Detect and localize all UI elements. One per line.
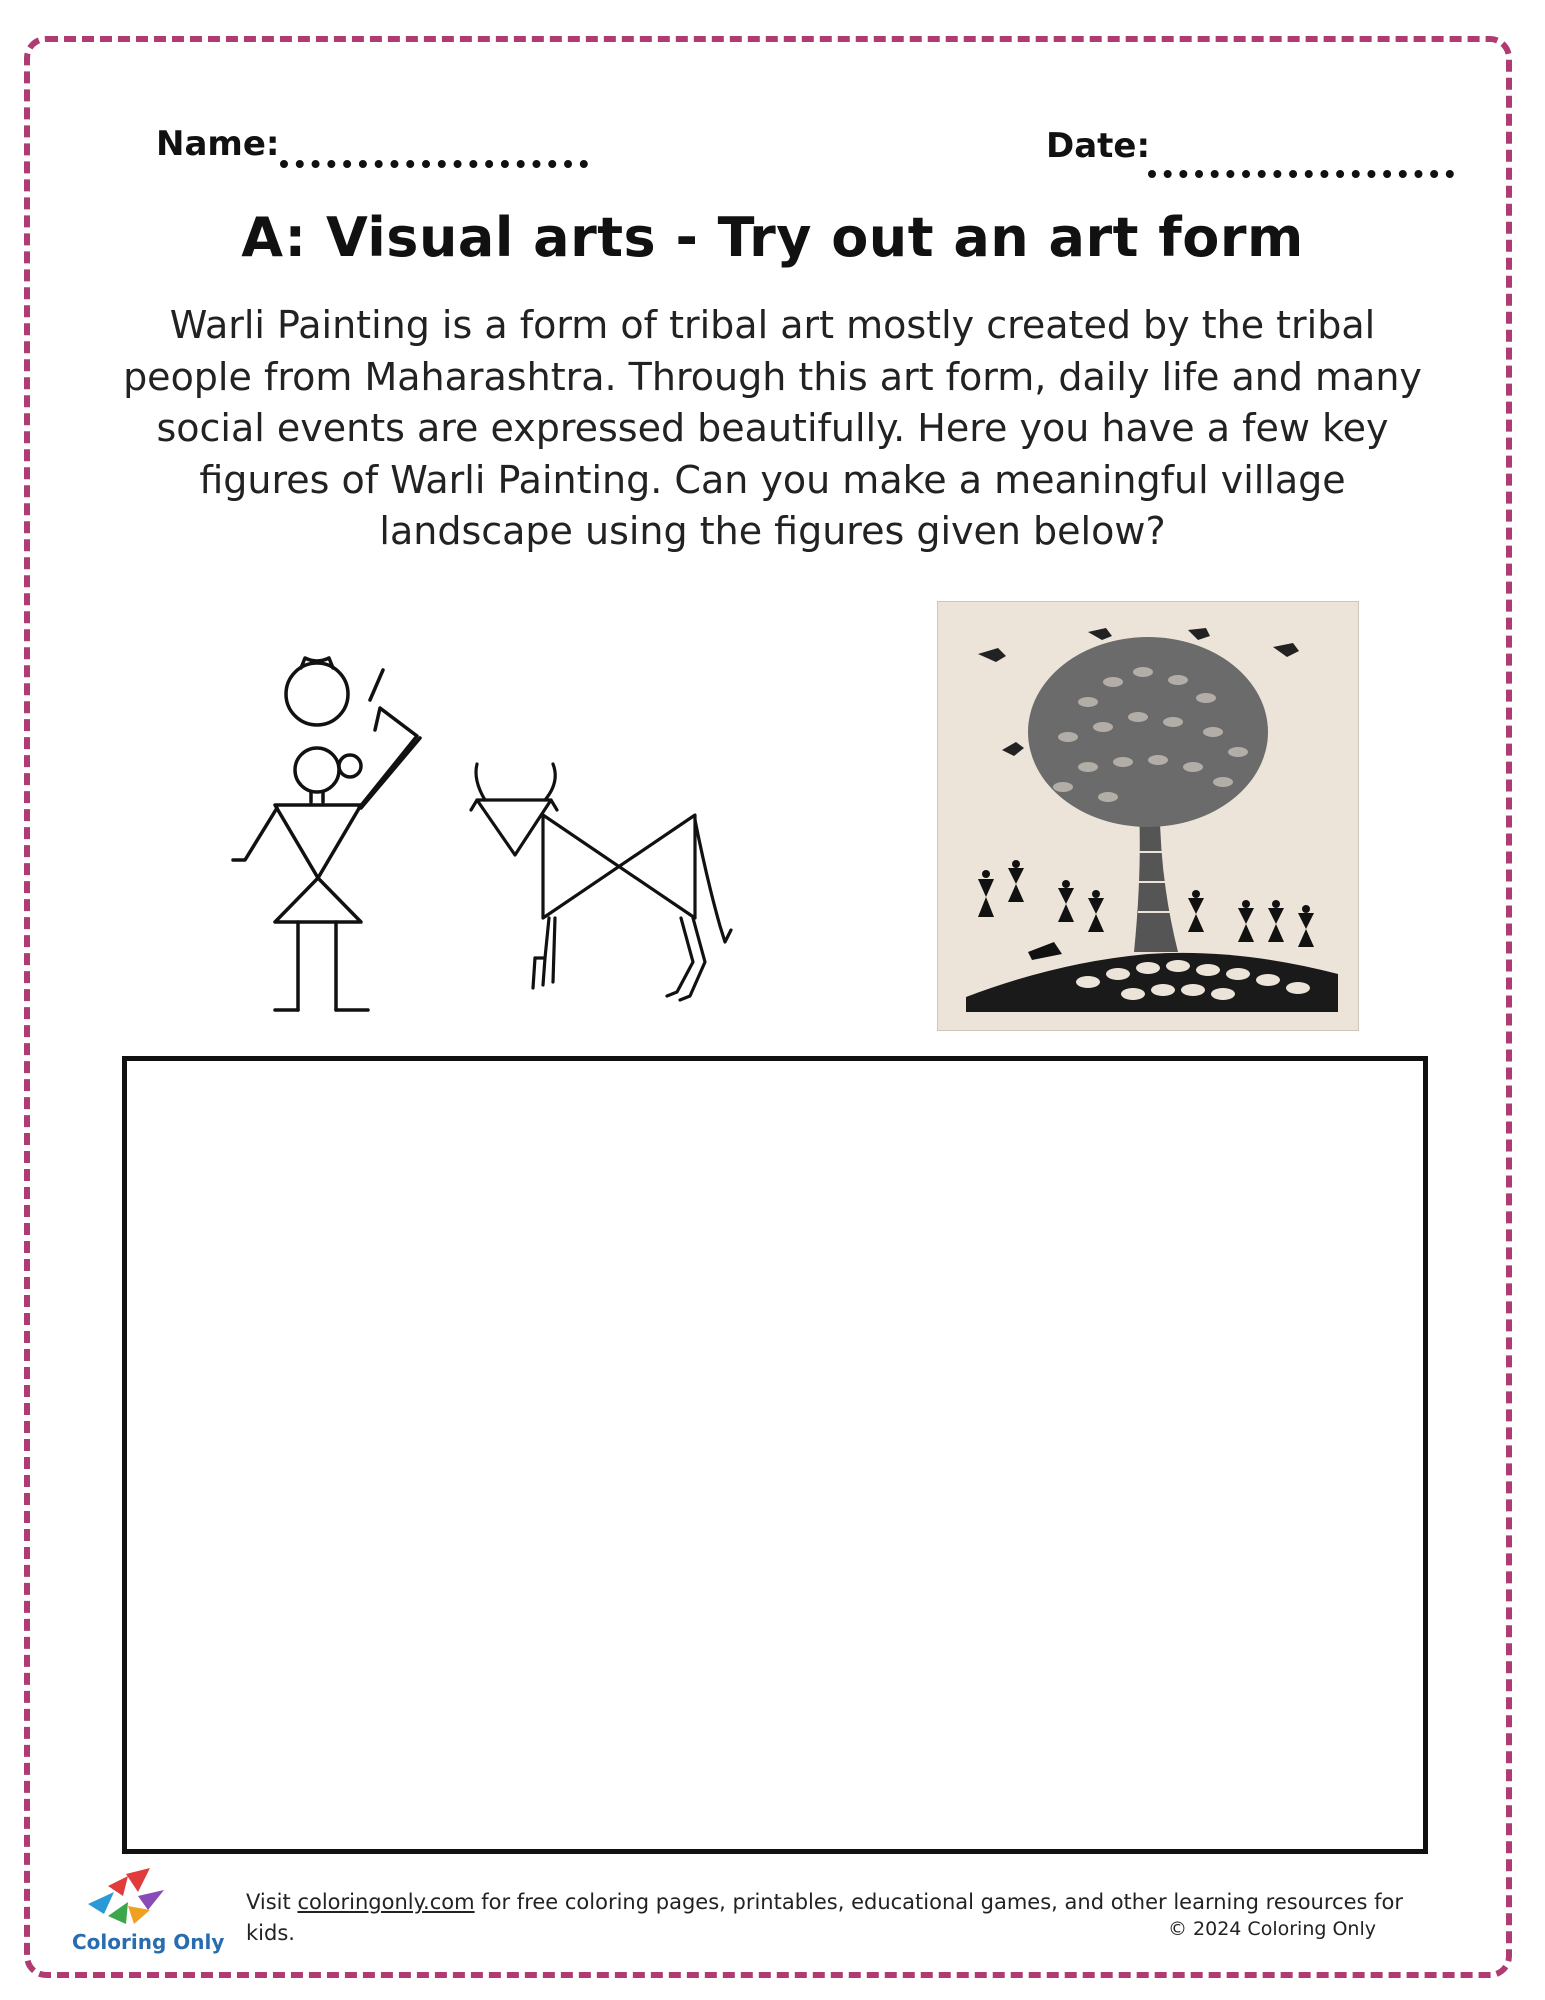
warli-painting-image: [938, 602, 1358, 1030]
name-label: Name:: [156, 124, 280, 164]
warli-bull-figure: [471, 764, 731, 1000]
intro-paragraph: Warli Painting is a form of tribal art mostly created by the tribal people from Maharashtra. Through this art form, daily life and many social events are expressed beautifully. Here you have a few key figures of Warli Painting. Can you make a meaningful village landscape using the figures given below?: [123, 303, 1422, 553]
footer-visit-prefix: Visit: [246, 1890, 298, 1914]
copyright-text: © 2024 Coloring Only: [1168, 1918, 1376, 1940]
name-line[interactable]: [280, 160, 588, 168]
drawing-area[interactable]: [122, 1056, 1428, 1854]
footer-visit-suffix: for free coloring pages, printables, educational games, and other learning resources for kids.: [246, 1890, 1403, 1945]
date-label: Date:: [1046, 126, 1151, 166]
footer-link[interactable]: coloringonly.com: [297, 1890, 475, 1914]
date-line[interactable]: [1148, 170, 1454, 178]
warli-figures-illustration: [215, 640, 795, 1020]
logo-text: Coloring Only: [72, 1930, 225, 1954]
page-title: A: Visual arts - Try out an art form: [241, 206, 1304, 269]
warli-woman-figure: [233, 658, 420, 1010]
